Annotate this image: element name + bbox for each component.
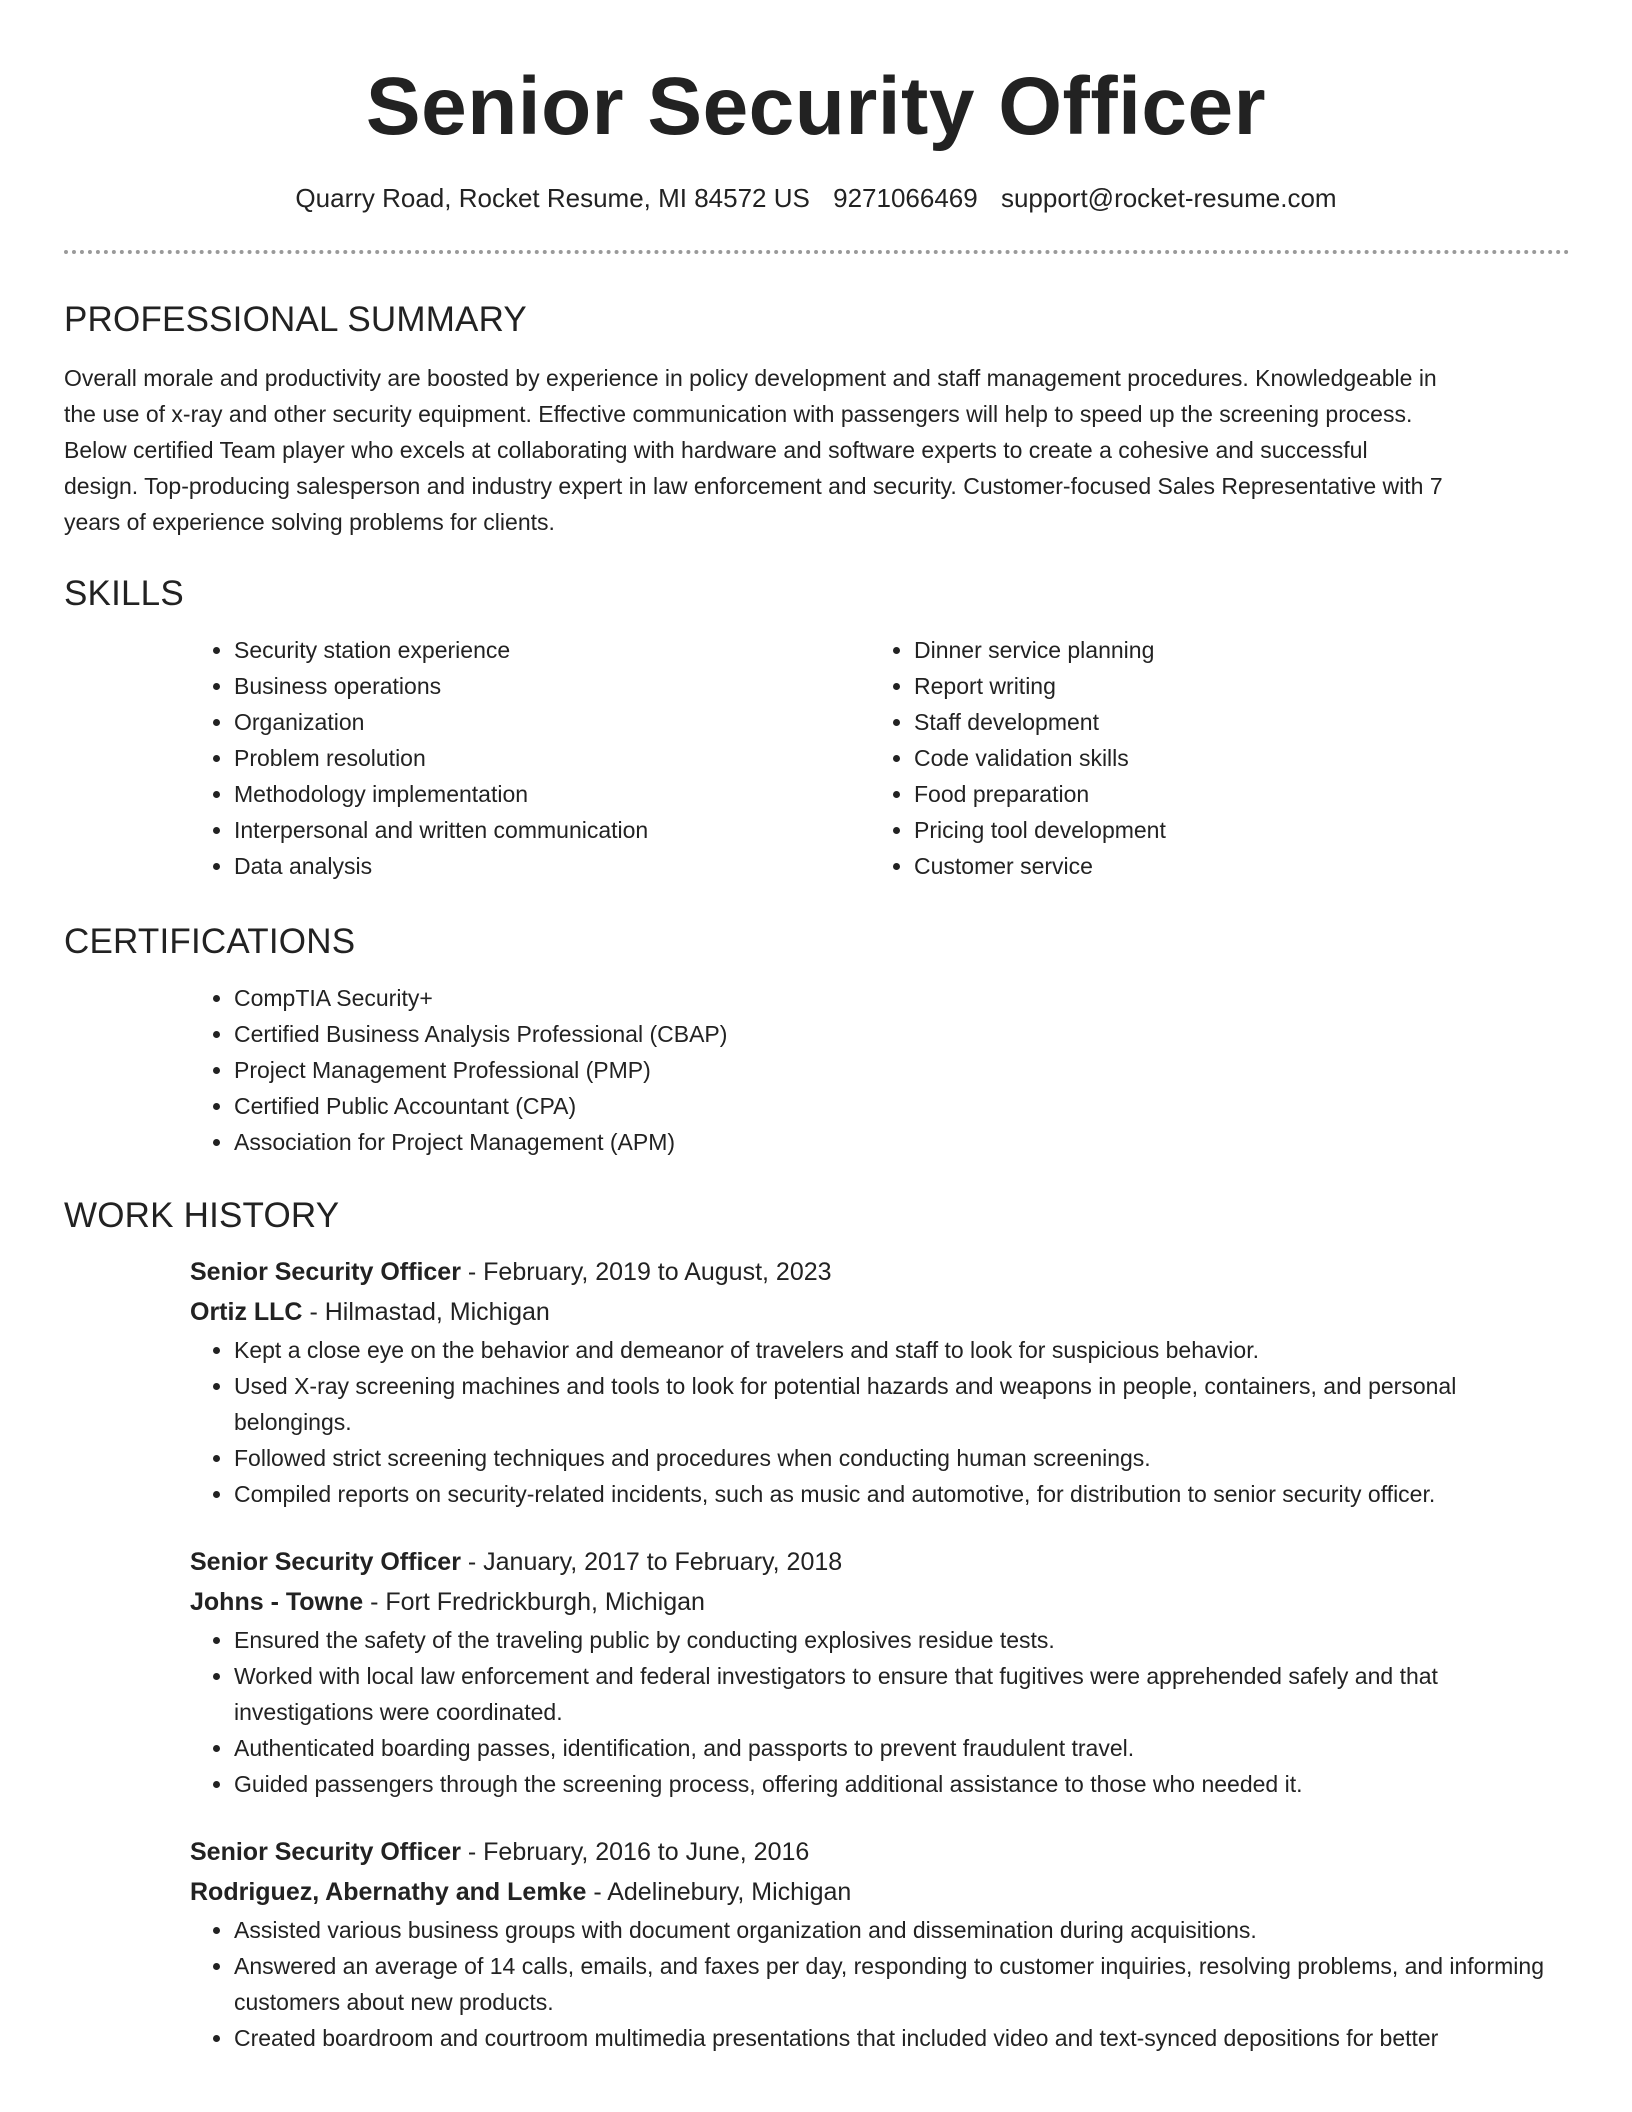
skill-item: • Organization (234, 704, 870, 740)
job-company: Rodriguez, Abernathy and Lemke (190, 1878, 587, 1906)
skill-item: • Pricing tool development (914, 812, 1550, 848)
skill-item: • Staff development (914, 704, 1550, 740)
certifications-section (64, 920, 1570, 1160)
skill-item: • Business operations (234, 668, 870, 704)
job-entry (190, 1542, 1570, 1802)
job-role: Senior Security Officer (190, 1548, 461, 1576)
job-company-line (190, 1582, 1570, 1622)
job-location: - Hilmastad, Michigan (302, 1298, 550, 1326)
certifications-body (190, 980, 1570, 1160)
work-history-section (64, 1194, 1570, 2056)
work-history-body (190, 1252, 1570, 2056)
skill-item: • Code validation skills (914, 740, 1550, 776)
job-bullet: • Used X-ray screening machines and tools to look for potential hazards and weapons in people, containers, and personal belongings. (234, 1368, 1570, 1440)
job-bullet: • Answered an average of 14 calls, emails, and faxes per day, responding to customer inquiries, resolving problems, and informing customers about new products. (234, 1948, 1570, 2020)
certifications-list (190, 980, 1570, 1160)
skill-item: • Report writing (914, 668, 1550, 704)
certification-item: • Certified Business Analysis Professional (CBAP) (234, 1016, 1570, 1052)
skills-columns (190, 632, 1570, 884)
job-bullet: • Authenticated boarding passes, identification, and passports to prevent fraudulent travel. (234, 1730, 1570, 1766)
job-location: - Fort Fredrickburgh, Michigan (363, 1588, 705, 1616)
summary-text: Overall morale and productivity are boosted by experience in policy development and staff management procedures. Knowledgeable in the use of x-ray and other security equipment. Effective communication with passengers will help to speed up the screening process. Below certified Team player who excels at collaborating with hardware and software experts to create a cohesive and successful design. Top-producing salesperson and industry expert in law enforcement and security. Customer-focused Sales Representative with 7 years of experience solving problems for clients. (64, 365, 1443, 535)
job-role: Senior Security Officer (190, 1838, 461, 1866)
skill-item: • Problem resolution (234, 740, 870, 776)
candidate-name: Senior Security Officer (365, 61, 1267, 152)
skill-item: • Dinner service planning (914, 632, 1550, 668)
summary-heading: PROFESSIONAL SUMMARY (64, 300, 527, 339)
contact-email: support@rocket-resume.com (1000, 183, 1337, 213)
job-bullet-list (190, 1912, 1570, 2056)
skill-item: • Customer service (914, 848, 1550, 884)
contact-phone: 9271066469 (833, 183, 978, 213)
certification-item: • Association for Project Management (APM) (234, 1124, 1570, 1160)
skill-item: • Methodology implementation (234, 776, 870, 812)
certification-item: • Project Management Professional (PMP) (234, 1052, 1570, 1088)
skills-list-right (870, 632, 1550, 884)
job-bullet: • Kept a close eye on the behavior and demeanor of travelers and staff to look for suspicious behavior. (234, 1332, 1570, 1368)
contact-line (0, 180, 1632, 216)
job-bullet: • Assisted various business groups with document organization and dissemination during acquisitions. (234, 1912, 1570, 1948)
skill-item: • Interpersonal and written communication (234, 812, 870, 848)
job-dates: - February, 2016 to June, 2016 (460, 1838, 810, 1866)
header-divider (64, 250, 1570, 254)
job-company-line (190, 1292, 1570, 1332)
job-bullet: • Ensured the safety of the traveling public by conducting explosives residue tests. (234, 1622, 1570, 1658)
job-title-line (190, 1542, 1570, 1582)
job-bullet-list (190, 1622, 1570, 1802)
job-bullet: • Compiled reports on security-related incidents, such as music and automotive, for distribution to senior security officer. (234, 1476, 1570, 1512)
skills-list-left (190, 632, 870, 884)
skill-item: • Food preparation (914, 776, 1550, 812)
certification-item: • CompTIA Security+ (234, 980, 1570, 1016)
job-bullet: • Worked with local law enforcement and federal investigators to ensure that fugitives were apprehended safely and that investigations were coordinated. (234, 1658, 1570, 1730)
skill-item: • Data analysis (234, 848, 870, 884)
work-history-heading: WORK HISTORY (64, 1196, 340, 1235)
job-entry (190, 1832, 1570, 2056)
job-dates: - February, 2019 to August, 2023 (460, 1258, 832, 1286)
job-company-line (190, 1872, 1570, 1912)
certifications-heading: CERTIFICATIONS (64, 922, 356, 961)
job-bullet: • Created boardroom and courtroom multimedia presentations that included video and text-synced depositions for better (234, 2020, 1570, 2056)
job-entry (190, 1252, 1570, 1512)
job-bullet: • Followed strict screening techniques and procedures when conducting human screenings. (234, 1440, 1570, 1476)
job-dates: - January, 2017 to February, 2018 (460, 1548, 843, 1576)
skills-column-right (870, 632, 1550, 884)
job-title-line (190, 1832, 1570, 1872)
certification-item: • Certified Public Accountant (CPA) (234, 1088, 1570, 1124)
summary-section (64, 298, 1570, 540)
job-title-line (190, 1252, 1570, 1292)
contact-address: Quarry Road, Rocket Resume, MI 84572 US (295, 183, 810, 213)
skills-section (64, 572, 1570, 884)
job-bullet-list (190, 1332, 1570, 1512)
job-company: Ortiz LLC (190, 1298, 303, 1326)
skills-column-left (190, 632, 870, 884)
job-location: - Adelinebury, Michigan (586, 1878, 852, 1906)
job-role: Senior Security Officer (190, 1258, 461, 1286)
job-bullet: • Guided passengers through the screening process, offering additional assistance to those who needed it. (234, 1766, 1570, 1802)
skills-heading: SKILLS (64, 574, 184, 613)
skill-item: • Security station experience (234, 632, 870, 668)
job-company: Johns - Towne (190, 1588, 364, 1616)
